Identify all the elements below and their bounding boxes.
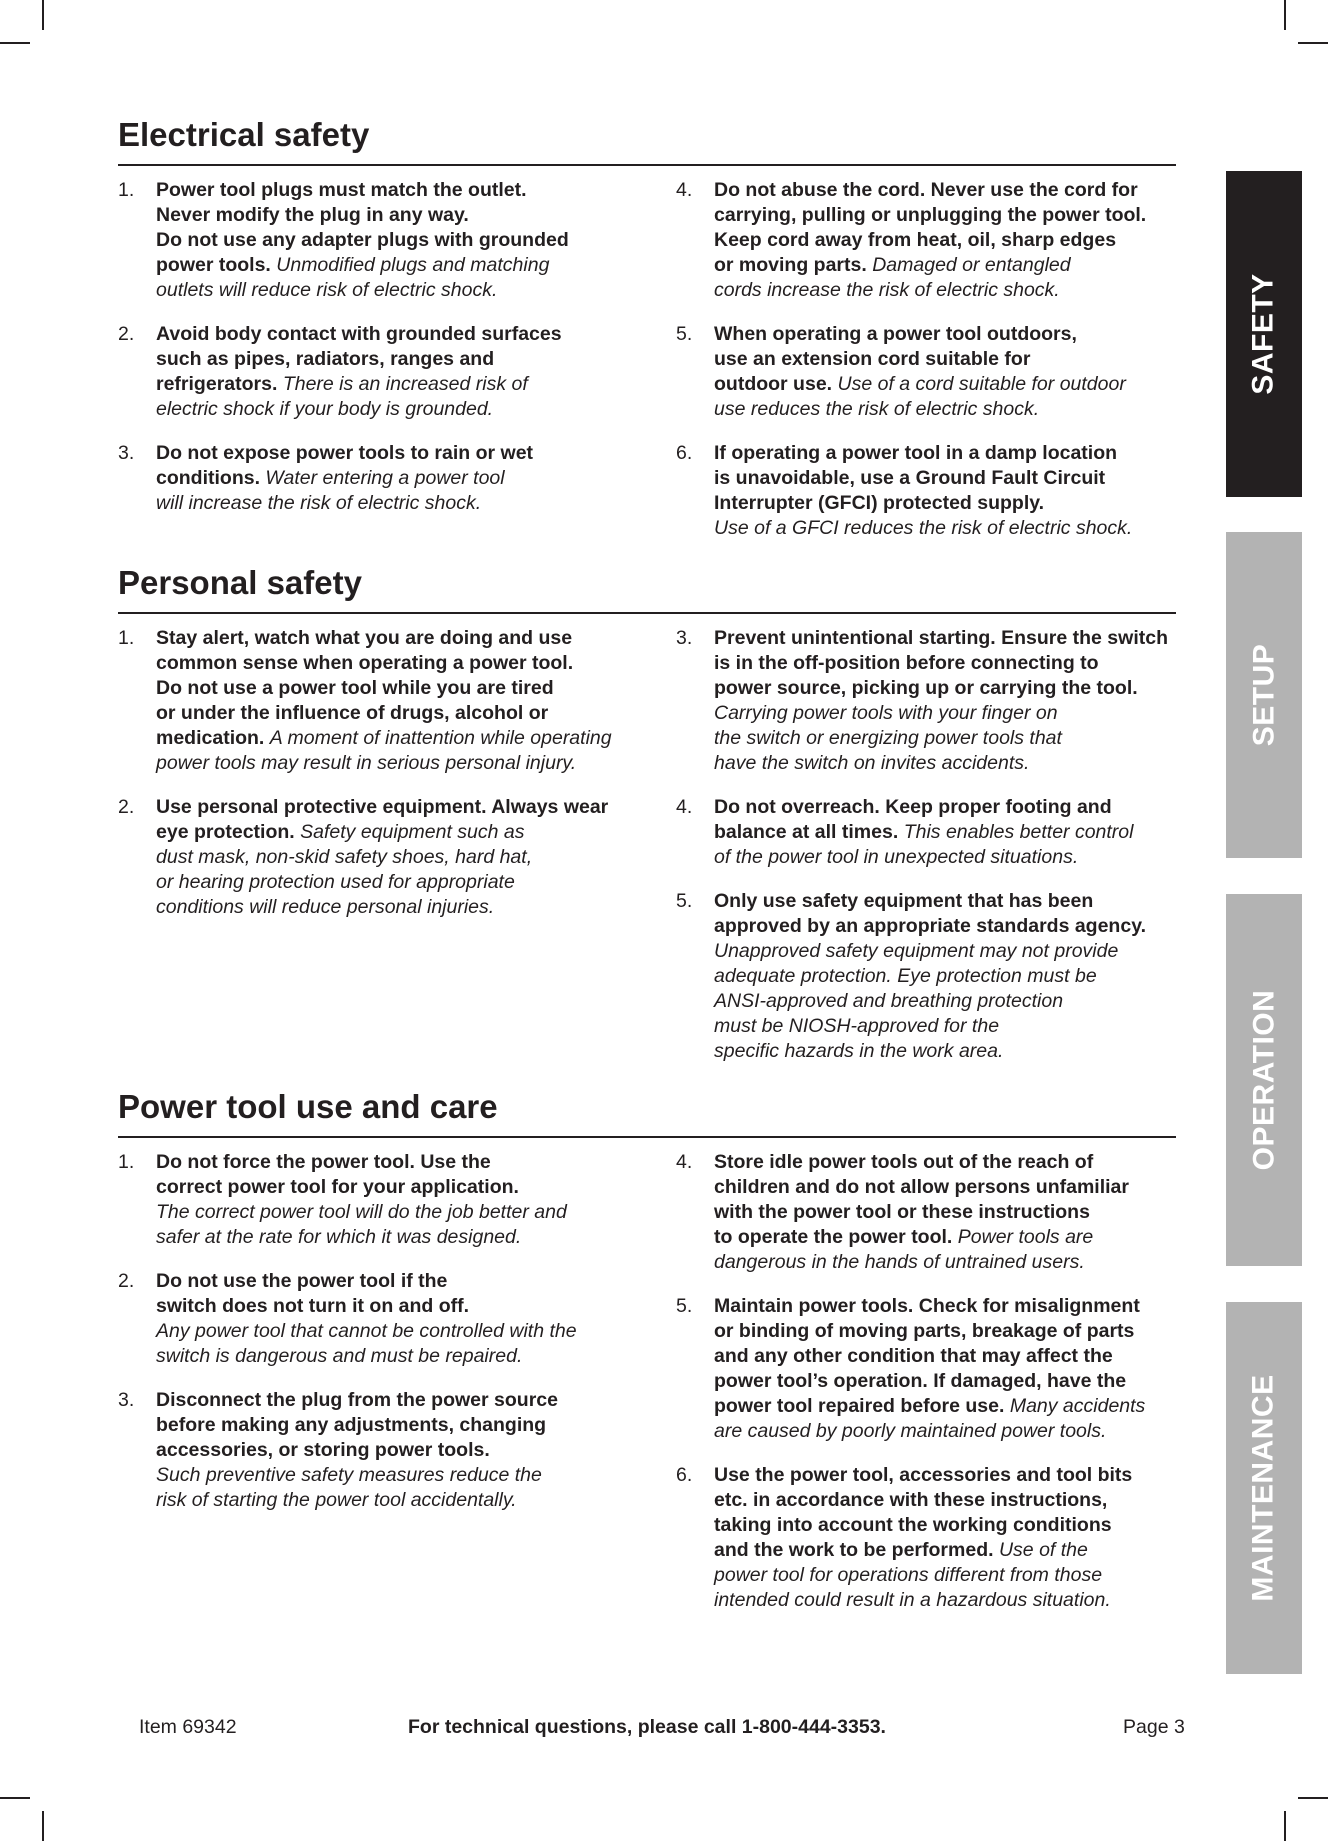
item-bold-text: Prevent unintentional starting. Ensure the switch is in the off-position before connecting to power source, picking up or carrying the tool. [714, 627, 1168, 699]
item-number: 5. [676, 890, 693, 912]
item-bold-text: Power tool plugs must match the outlet. Never modify the plug in any way. Do not use any adapter plugs with grounded power tools. [156, 179, 569, 276]
list-item [118, 1150, 663, 1250]
tab-maintenance[interactable] [1226, 1302, 1302, 1674]
list-item [118, 178, 663, 303]
item-bold-text: Store idle power tools out of the reach of children and do not allow persons unfamiliar with the power tool or these instructions to operate the power tool. [714, 1151, 1129, 1248]
section-electrical-safety [118, 116, 1176, 539]
item-bold-text: Do not abuse the cord. Never use the cord for carrying, pulling or unplugging the power tool. Keep cord away from heat, oil, sharp edges or moving parts. [714, 179, 1147, 276]
item-bold-text: Use the power tool, accessories and tool bits etc. in accordance with these instructions, taking into account the working conditions and the work to be performed. [714, 1464, 1133, 1561]
list-item [676, 889, 1176, 1064]
item-italic-text: Use of a GFCI reduces the risk of electric shock. [714, 517, 1133, 539]
item-italic-text: Many accidents are caused by poorly maintained power tools. [714, 1395, 1146, 1442]
item-italic-text: Any power tool that cannot be controlled with the switch is dangerous and must be repaired. [156, 1320, 577, 1367]
crop-mark [0, 42, 30, 44]
crop-mark [1284, 1811, 1286, 1841]
list-item [676, 1463, 1176, 1613]
item-number: 2. [118, 1270, 135, 1292]
item-bold-text: Maintain power tools. Check for misalignment or binding of moving parts, breakage of parts and any other condition that may affect the power tool’s operation. If damaged, have the power tool repaired before use. [714, 1295, 1140, 1417]
item-italic-text: Use of the power tool for operations different from those intended could result in a hazardous situation. [714, 1539, 1111, 1611]
list-item [118, 1388, 663, 1513]
left-column [118, 1150, 663, 1532]
item-number: 3. [118, 1389, 135, 1411]
right-column [676, 178, 1176, 560]
item-number: 2. [118, 796, 135, 818]
crop-mark [1298, 42, 1328, 44]
section-power-tool-use-and-care [118, 1088, 1176, 1611]
tab-label: MAINTENANCE [1247, 1374, 1281, 1602]
section-personal-safety [118, 564, 1176, 1062]
item-italic-text: This enables better control of the power tool in unexpected situations. [714, 821, 1134, 868]
item-italic-text: There is an increased risk of electric shock if your body is grounded. [156, 373, 528, 420]
tab-label: SAFETY [1247, 273, 1281, 395]
tab-safety[interactable] [1226, 171, 1302, 497]
item-number: 4. [676, 179, 693, 201]
item-bold-text: Do not use the power tool if the switch does not turn it on and off. [156, 1270, 470, 1317]
footer-item-number: Item 69342 [139, 1716, 237, 1738]
tab-label: OPERATION [1247, 989, 1280, 1171]
item-number: 3. [118, 442, 135, 464]
tab-label: SETUP [1247, 643, 1280, 747]
item-number: 2. [118, 323, 135, 345]
item-bold-text: Use personal protective equipment. Always wear eye protection. [156, 796, 609, 843]
crop-mark [1284, 0, 1286, 30]
item-italic-text: Unapproved safety equipment may not provide adequate protection. Eye protection must be ANSI-approved and breathing protection must be NIOSH-approved for the specific hazards in the work area. [714, 940, 1119, 1062]
item-italic-text: Power tools are dangerous in the hands of untrained users. [714, 1226, 1094, 1273]
item-italic-text: Unmodified plugs and matching outlets will reduce risk of electric shock. [156, 254, 550, 301]
crop-mark [42, 1811, 44, 1841]
list-item [676, 1150, 1176, 1275]
item-italic-text: Use of a cord suitable for outdoor use reduces the risk of electric shock. [714, 373, 1126, 420]
footer-page-number: Page 3 [1123, 1716, 1185, 1738]
item-number: 4. [676, 796, 693, 818]
crop-mark [0, 1797, 30, 1799]
list-item [118, 322, 663, 422]
item-italic-text: The correct power tool will do the job better and safer at the rate for which it was designed. [156, 1201, 567, 1248]
item-bold-text: Only use safety equipment that has been approved by an appropriate standards agency. [714, 890, 1147, 937]
item-italic-text: Carrying power tools with your finger on the switch or energizing power tools that have the switch on invites accidents. [714, 702, 1062, 774]
item-number: 3. [676, 627, 693, 649]
item-number: 1. [118, 1151, 135, 1173]
item-italic-text: Damaged or entangled cords increase the risk of electric shock. [714, 254, 1071, 301]
list-item [676, 1294, 1176, 1444]
list-item [676, 441, 1176, 541]
footer-tech-support: For technical questions, please call 1-800-444-3353. [408, 1716, 886, 1738]
item-number: 6. [676, 442, 693, 464]
item-italic-text: Safety equipment such as dust mask, non-skid safety shoes, hard hat, or hearing protection used for appropriate conditions will reduce personal injuries. [156, 821, 533, 918]
crop-mark [42, 0, 44, 30]
item-bold-text: Disconnect the plug from the power source before making any adjustments, changing accessories, or storing power tools. [156, 1389, 558, 1461]
tab-setup[interactable] [1226, 532, 1302, 858]
list-item [676, 322, 1176, 422]
item-bold-text: Avoid body contact with grounded surfaces such as pipes, radiators, ranges and refrigerators. [156, 323, 562, 395]
list-item [118, 441, 663, 516]
item-italic-text: Such preventive safety measures reduce the risk of starting the power tool accidentally. [156, 1464, 542, 1511]
item-bold-text: Do not overreach. Keep proper footing and balance at all times. [714, 796, 1112, 843]
list-item [118, 626, 663, 776]
item-number: 6. [676, 1464, 693, 1486]
item-number: 1. [118, 627, 135, 649]
list-item [118, 795, 663, 920]
item-italic-text: A moment of inattention while operating power tools may result in serious personal injury. [156, 727, 612, 774]
item-bold-text: Do not expose power tools to rain or wet conditions. [156, 442, 534, 489]
right-column [676, 626, 1176, 1083]
item-bold-text: If operating a power tool in a damp location is unavoidable, use a Ground Fault Circuit Interrupter (GFCI) protected supply. [714, 442, 1118, 514]
item-number: 4. [676, 1151, 693, 1173]
item-number: 5. [676, 323, 693, 345]
list-item [676, 795, 1176, 870]
list-item [676, 178, 1176, 303]
item-bold-text: When operating a power tool outdoors, use an extension cord suitable for outdoor use. [714, 323, 1077, 395]
section-title: Power tool use and care [118, 1090, 1176, 1138]
list-item [676, 626, 1176, 776]
section-title: Personal safety [118, 566, 1176, 614]
item-bold-text: Do not force the power tool. Use the correct power tool for your application. [156, 1151, 519, 1198]
item-bold-text: Stay alert, watch what you are doing and use common sense when operating a power tool. Do not use a power tool while you are tired or under the influence of drugs, alcohol or medication. [156, 627, 574, 749]
left-column [118, 178, 663, 535]
left-column [118, 626, 663, 939]
item-italic-text: Water entering a power tool will increase the risk of electric shock. [156, 467, 505, 514]
crop-mark [1298, 1797, 1328, 1799]
item-number: 5. [676, 1295, 693, 1317]
list-item [118, 1269, 663, 1369]
section-title: Electrical safety [118, 118, 1176, 166]
tab-operation[interactable] [1226, 894, 1302, 1266]
item-number: 1. [118, 179, 135, 201]
right-column [676, 1150, 1176, 1632]
